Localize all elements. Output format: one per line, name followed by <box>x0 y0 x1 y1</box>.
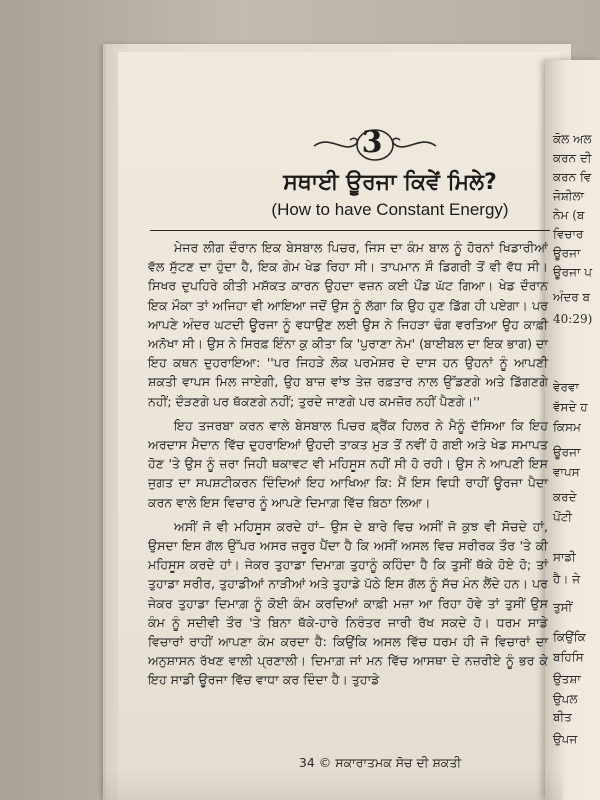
facing-page-line: ਉਤਸ਼ਾ <box>553 672 581 686</box>
body-text <box>148 238 548 695</box>
facing-page-line: ਹੈ। ਜੇ <box>553 572 581 586</box>
facing-page-line: ਕਰਨ ਦੀ <box>553 151 592 165</box>
page-bottom-shadow <box>103 770 563 800</box>
facing-page-line: ਤੁਸੀਂ <box>553 600 573 614</box>
page-footer: 34 © ਸਕਾਰਾਤਮਕ ਸੋਚ ਦੀ ਸ਼ਕਤੀ <box>298 755 462 770</box>
facing-page-line: ਉਪਲ <box>553 692 578 706</box>
title-rule <box>150 230 550 231</box>
facing-page-line: ਕਰਦੇ <box>553 490 577 504</box>
facing-page-line: ਕਰਨ ਵਿ <box>553 170 592 184</box>
facing-page-line: ਵੇਰਵਾ <box>553 380 579 394</box>
facing-page-line: ਉਪਜ <box>553 732 578 746</box>
facing-page-line: 40:29) <box>553 312 593 326</box>
paragraph: ਅਸੀਂ ਜੋ ਵੀ ਮਹਿਸੂਸ ਕਰਦੇ ਹਾਂ– ਉਸ ਦੇ ਬਾਰੇ ਵਿਚ ਅਸੀਂ ਜੋ ਕੁਝ ਵੀ ਸੋਚਦੇ ਹਾਂ, ਉਸਦਾ ਇਸ ਗੱਲ ਉੱਪਰ ਅਸਰ ਜ਼ਰੂਰ ਪੈਂਦਾ ਹੈ ਕਿ ਅਸੀਂ ਅਸਲ ਵਿਚ ਸਰੀਰਕ ਤੌਰ 'ਤੇ ਕੀ ਮਹਿਸੂਸ ਕਰਦੇ ਹਾਂ। ਜੇਕਰ ਤੁਹਾਡਾ ਦਿਮਾਗ਼ ਤੁਹਾਨੂੰ ਕਹਿੰਦਾ ਹੈ ਕਿ ਤੁਸੀਂ ਥੱਕੇ ਹੋਏ ਹੋ; ਤਾਂ ਤੁਹਾਡਾ ਸਰੀਰ, ਤੁਹਾਡੀਆਂ ਨਾੜੀਆਂ ਅਤੇ ਤੁਹਾਡੇ ਪੱਠੇ ਇਸ ਗੱਲ ਨੂੰ ਸੱਚ ਮੰਨ ਲੈਂਦੇ ਹਨ। ਪਰ ਜੇਕਰ ਤੁਹਾਡਾ ਦਿਮਾਗ਼ ਨੂੰ ਕੋਈ ਕੰਮ ਕਰਦਿਆਂ ਕਾਫ਼ੀ ਮਜ਼ਾ ਆ ਰਿਹਾ ਹੋਵੇ ਤਾਂ ਤੁਸੀਂ ਉਸ ਕੰਮ ਨੂੰ ਸਦੀਵੀ ਤੌਰ 'ਤੇ ਬਿਨਾ ਥੱਕੇ-ਹਾਰੇ ਨਿਰੰਤਰ ਜਾਰੀ ਰੱਖ ਸਕਦੇ ਹੋ। ਧਰਮ ਸਾਡੇ ਵਿਚਾਰਾਂ ਰਾਹੀਂ ਆਪਣਾ ਕੰਮ ਕਰਦਾ ਹੈ: ਕਿਉਂਕਿ ਅਸਲ ਵਿੱਚ ਧਰਮ ਹੀ ਜੋ ਵਿਚਾਰਾਂ ਦਾ ਅਨੁਸ਼ਾਸਨ ਰੱਖਣ ਵਾਲੀ ਪ੍ਰਣਾਲੀ। ਦਿਮਾਗ਼ ਜਾਂ ਮਨ ਵਿੱਚ ਆਸਥਾ ਦੇ ਨਜ਼ਰੀਏ ਨੂੰ ਭਰ ਕੇ ਇਹ ਸਾਡੀ ਊਰਜਾ ਵਿੱਚ ਵਾਧਾ ਕਰ ਦਿੰਦਾ ਹੈ। ਤੁਹਾਡੇ <box>148 518 548 688</box>
facing-page-line: ਸਾਡੀ <box>553 550 576 564</box>
chapter-number: 3 <box>361 125 383 160</box>
facing-page-line: ਅੰਦਰ ਬ <box>553 290 591 304</box>
paragraph: ਮੇਜਰ ਲੀਗ ਦੌਰਾਨ ਇਕ ਬੇਸਬਾਲ ਪਿਚਰ, ਜਿਸ ਦਾ ਕੰਮ ਬਾਲ ਨੂੰ ਹੋਰਨਾਂ ਖਿਡਾਰੀਆਂ ਵੱਲ ਸੁੱਟਣ ਦਾ ਹੁੰਦਾ ਹੈ, ਇਕ ਗੇਮ ਖੇਡ ਰਿਹਾ ਸੀ। ਤਾਪਮਾਨ ਸੌ ਡਿਗਰੀ ਤੋਂ ਵੀ ਵੱਧ ਸੀ। ਸਿਖਰ ਦੁਪਹਿਰੇ ਕੀਤੀ ਮਸ਼ੱਕਤ ਕਾਰਨ ਉਹਦਾ ਵਜ਼ਨ ਕਈ ਪੌਂਡ ਘੱਟ ਗਿਆ। ਖੇਡ ਦੌਰਾਨ ਇਕ ਮੌਕਾ ਤਾਂ ਅਜਿਹਾ ਵੀ ਆਇਆ ਜਦੋਂ ਉਸ ਨੂੰ ਲੱਗਾ ਕਿ ਉਹ ਹੁਣ ਡਿੱਗ ਹੀ ਪਏਗਾ। ਪਰ ਆਪਣੇ ਅੰਦਰ ਘਟਦੀ ਊਰਜਾ ਨੂੰ ਵਧਾਉਣ ਲਈ ਉਸ ਨੇ ਜਿਹੜਾ ਢੰਗ ਵਰਤਿਆ ਉਹ ਕਾਫ਼ੀ ਅਨੋਖਾ ਸੀ। ਉਸ ਨੇ ਸਿਰਫ਼ ਇੰਨਾ ਕੁ ਕੀਤਾ ਕਿ 'ਪੁਰਾਣਾ ਨੇਮ' (ਬਾਈਬਲ ਦਾ ਇਕ ਭਾਗ) ਦਾ ਇਹ ਕਥਨ ਦੁਹਰਾਇਆ: ''ਪਰ ਜਿਹੜੇ ਲੋਕ ਪਰਮੇਸ਼ਰ ਦੇ ਦਾਸ ਹਨ ਉਹਨਾਂ ਨੂੰ ਆਪਣੀ ਸ਼ਕਤੀ ਵਾਪਸ ਮਿਲ ਜਾਏਗੀ, ਉਹ ਬਾਜ਼ ਵਾਂਝ ਤੇਜ਼ ਰਫ਼ਤਾਰ ਨਾਲ ਉੱਡਣਗੇ ਅਤੇ ਡਿੱਗਣਗੇ ਨਹੀਂ; ਦੌੜਣਗੇ ਪਰ ਥੱਕਣਗੇ ਨਹੀਂ; ਤੁਰਦੇ ਜਾਣਗੇ ਪਰ ਕਮਜ਼ੋਰ ਨਹੀਂ ਪੈਣਗੇ।'' <box>148 240 548 409</box>
facing-page-line: ਊਰਜਾ ਪ <box>553 265 592 279</box>
facing-page-line: ਪੋਂਟੀ <box>553 510 573 524</box>
facing-page-line: ਬੀਤ <box>553 710 572 724</box>
facing-page-line: ਕੋਲ ਅਲ <box>553 132 592 146</box>
facing-page <box>545 60 600 800</box>
facing-page-line: ਕਿਉਂਕਿ <box>553 630 586 644</box>
facing-page-line: ਜੋਸ਼ੀਲਾ <box>553 189 584 203</box>
facing-page-line: ਊਰਜਾ <box>553 246 581 260</box>
facing-page-line: ਵੱਸਦੇ ਹ <box>553 400 588 414</box>
chapter-subtitle: (How to have Constant Energy) <box>271 200 509 219</box>
facing-page-line: ਊਰਜਾ <box>553 445 581 459</box>
facing-page-line: ਨੇਮ (ਬ <box>553 208 585 222</box>
chapter-title: ਸਥਾਈ ਊਰਜਾ ਕਿਵੇਂ ਮਿਲੇ? <box>283 170 497 195</box>
facing-page-line: ਵਿਚਾਰ <box>553 227 584 241</box>
paragraph: ਇਹ ਤਜਰਬਾ ਕਰਨ ਵਾਲੇ ਬੇਸਬਾਲ ਪਿਚਰ ਫ਼੍ਰੈਂਕ ਹਿਲਰ ਨੇ ਮੈਨੂੰ ਦੱਸਿਆ ਕਿ ਇਹ ਅਰਦਾਸ ਮੈਦਾਨ ਵਿੱਚ ਦੁਹਰਾਇਆਂ ਉਹਦੀ ਤਾਕਤ ਮੁੜ ਤੋਂ ਨਵੀਂ ਹੋ ਗਈ ਅਤੇ ਖੇਡ ਸਮਾਪਤ ਹੋਣ 'ਤੇ ਉਸ ਨੂੰ ਜ਼ਰਾ ਜਿਹੀ ਥਕਾਵਟ ਵੀ ਮਹਿਸੂਸ ਨਹੀਂ ਸੀ ਹੋ ਰਹੀ। ਉਸ ਨੇ ਆਪਣੀ ਇਸ ਜੁਗਤ ਦਾ ਸਪਸ਼ਟੀਕਰਨ ਦਿੰਦਿਆਂ ਇਹ ਆਖਿਆ ਕਿ: ਮੈਂ ਇਸ ਵਿਧੀ ਰਾਹੀਂ ਊਰਜਾ ਪੈਦਾ ਕਰਨ ਵਾਲੇ ਇਸ ਵਿਚਾਰ ਨੂੰ ਆਪਣੇ ਦਿਮਾਗ਼ ਵਿੱਚ ਬਿਠਾ ਲਿਆ। <box>148 417 548 510</box>
facing-page-line: ਬਹਿਸਿ <box>553 650 584 664</box>
facing-page-line: ਵਾਪਸ <box>553 465 580 479</box>
facing-page-line: ਕਿਸਮ <box>553 420 581 434</box>
